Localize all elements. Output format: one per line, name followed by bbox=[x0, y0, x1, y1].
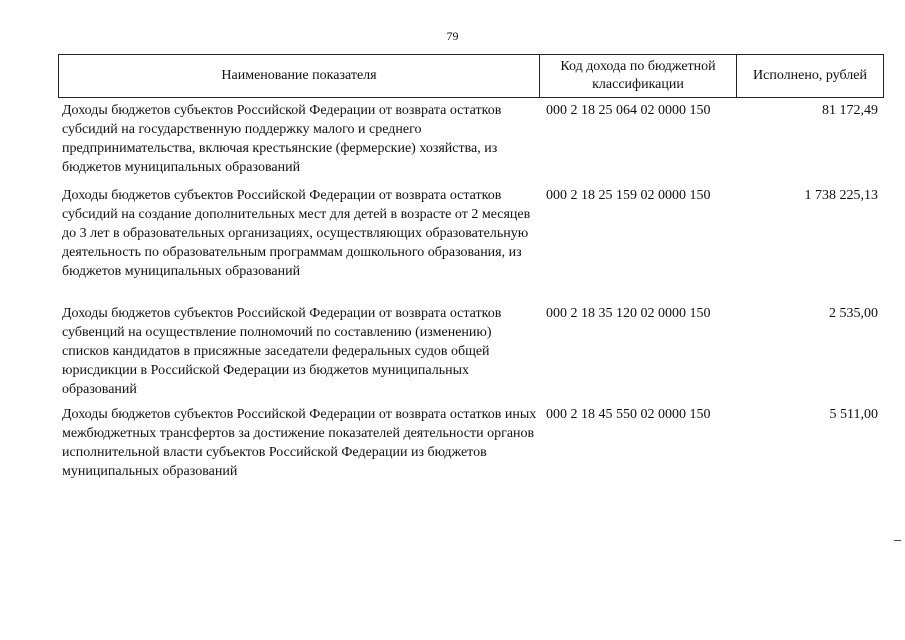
margin-mark bbox=[894, 540, 901, 541]
row-code: 000 2 18 25 159 02 0000 150 bbox=[546, 188, 711, 203]
row-name: Доходы бюджетов субъектов Российской Федерации от возврата остатков иных межбюджетных трансфертов за достижение показателей деятельности органов исполнительной власти субъектов Российской Федерации из бюджетов муниципальных образований bbox=[62, 407, 537, 479]
page-number: 79 bbox=[446, 29, 459, 43]
table-header bbox=[58, 54, 884, 98]
row-code: 000 2 18 45 550 02 0000 150 bbox=[546, 407, 711, 422]
revenue-table bbox=[58, 54, 884, 479]
row-amount: 2 535,00 bbox=[829, 306, 878, 321]
header-executed: Исполнено, рублей bbox=[753, 68, 867, 83]
row-name: Доходы бюджетов субъектов Российской Федерации от возврата остатков субвенций на осуществление полномочий по составлению (изменению) списков кандидатов в присяжные заседатели федеральных судов общей юрисдикции в Российской Федерации из бюджетов муниципальных образований bbox=[62, 306, 502, 397]
header-code: Код дохода по бюджетной классификации bbox=[540, 55, 737, 97]
row-amount: 1 738 225,13 bbox=[804, 188, 878, 203]
row-amount: 81 172,49 bbox=[822, 103, 878, 118]
row-name: Доходы бюджетов субъектов Российской Федерации от возврата остатков субсидий на государственную поддержку малого и среднего предпринимательства, включая крестьянские (фермерские) хозяйства, из бюджетов муниципальных образований bbox=[62, 103, 502, 175]
row-name: Доходы бюджетов субъектов Российской Федерации от возврата остатков субсидий на создание дополнительных мест для детей в возрасте от 2 месяцев до 3 лет в образовательных организациях, осуществляющих образовательную деятельность по образовательным программам дошкольного образования, из бюджетов муниципальных образований bbox=[62, 188, 531, 279]
row-amount: 5 511,00 bbox=[829, 407, 878, 422]
row-code: 000 2 18 35 120 02 0000 150 bbox=[546, 306, 711, 321]
row-code: 000 2 18 25 064 02 0000 150 bbox=[546, 103, 711, 118]
header-name: Наименование показателя bbox=[59, 55, 540, 97]
